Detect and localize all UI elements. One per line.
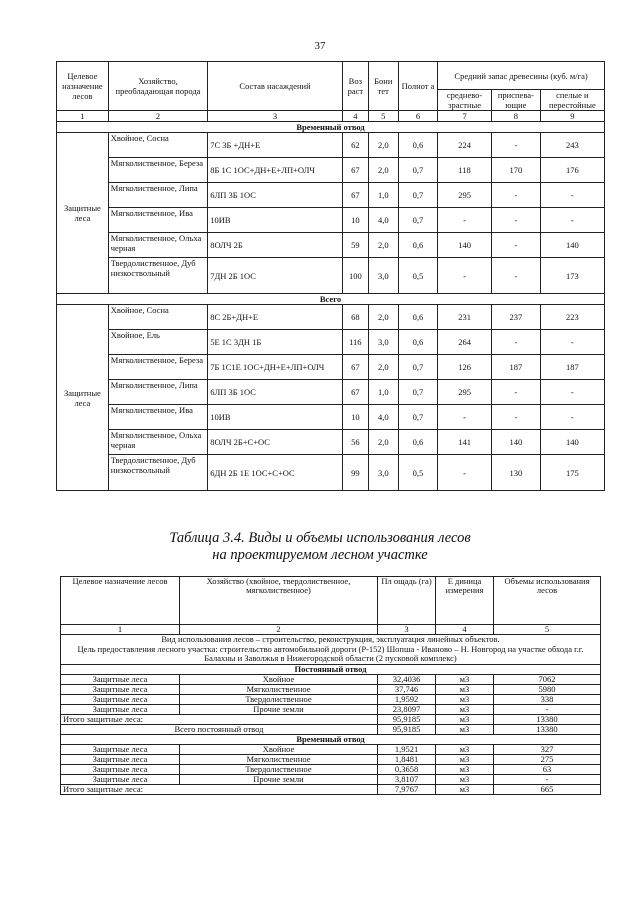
section-title: Временный отвод — [61, 735, 601, 745]
area-cell: 23,8097 — [378, 705, 436, 715]
bonitet-cell: 3,0 — [368, 258, 398, 294]
stock-near-cell: - — [492, 258, 541, 294]
farm-cell: Прочие земли — [180, 775, 378, 785]
area-cell: 1,9521 — [378, 745, 436, 755]
table-row — [57, 380, 605, 405]
volume-cell: 275 — [494, 755, 601, 765]
table-row — [57, 133, 605, 158]
volume-cell: 13380 — [494, 715, 601, 725]
stock-near-cell: - — [492, 133, 541, 158]
farm-cell: Хвойное — [180, 745, 378, 755]
stock-mid-cell: 118 — [438, 158, 492, 183]
age-cell: 56 — [342, 430, 368, 455]
area-cell: 1,8481 — [378, 755, 436, 765]
bonitet-cell: 1,0 — [368, 380, 398, 405]
density-cell: 0,7 — [398, 158, 437, 183]
unit-cell: м3 — [436, 765, 494, 775]
composition-cell: 6ДН 2Б 1Е 1ОС+С+ОС — [208, 455, 343, 491]
density-cell: 0,5 — [398, 455, 437, 491]
farm-cell: Мягколиственное, Липа — [108, 183, 207, 208]
total-label: Итого защитные леса: — [61, 715, 378, 725]
volume-cell: 5980 — [494, 685, 601, 695]
stock-near-cell: 187 — [492, 355, 541, 380]
stock-mid-cell: 126 — [438, 355, 492, 380]
density-cell: 0,6 — [398, 133, 437, 158]
header-stock-mid: среднево-зрастные — [438, 90, 492, 111]
stock-ripe-cell: - — [540, 183, 604, 208]
table-row — [57, 355, 605, 380]
header-density: Полнот а — [398, 62, 437, 111]
table-row — [61, 675, 601, 685]
section-title: Временный отвод — [57, 122, 605, 133]
info-row — [61, 645, 601, 665]
farm-cell: Хвойное — [180, 675, 378, 685]
farm-cell: Хвойное, Сосна — [108, 133, 207, 158]
column-number: 1 — [61, 625, 180, 635]
info-row — [61, 635, 601, 645]
area-cell: 1,9592 — [378, 695, 436, 705]
farm-cell: Мягколиственное — [180, 755, 378, 765]
composition-cell: 7С 3Б +ДН+Е — [208, 133, 343, 158]
stock-mid-cell: 224 — [438, 133, 492, 158]
stock-ripe-cell: 173 — [540, 258, 604, 294]
bonitet-cell: 2,0 — [368, 233, 398, 258]
unit-cell: м3 — [436, 705, 494, 715]
bonitet-cell: 2,0 — [368, 430, 398, 455]
density-cell: 0,6 — [398, 233, 437, 258]
table-row — [57, 183, 605, 208]
column-number: 2 — [180, 625, 378, 635]
bonitet-cell: 2,0 — [368, 133, 398, 158]
volume-cell: 13380 — [494, 725, 601, 735]
farm-cell: Прочие земли — [180, 705, 378, 715]
density-cell: 0,7 — [398, 405, 437, 430]
density-cell: 0,7 — [398, 380, 437, 405]
farm-cell: Мягколиственное, Ольха черная — [108, 233, 207, 258]
total-row — [61, 715, 601, 725]
volume-cell: - — [494, 775, 601, 785]
column-number: 7 — [438, 111, 492, 122]
header-unit: Е диница измерения — [436, 577, 494, 625]
section-title-row — [57, 122, 605, 133]
column-number: 6 — [398, 111, 437, 122]
header-farm: Хозяйство, преобладающая порода — [108, 62, 207, 111]
stock-ripe-cell: - — [540, 208, 604, 233]
table-row — [61, 695, 601, 705]
stock-mid-cell: 264 — [438, 330, 492, 355]
stock-ripe-cell: 140 — [540, 430, 604, 455]
table-row — [57, 430, 605, 455]
composition-cell: 8С 2Б+ДН+Е — [208, 305, 343, 330]
header-stock: Средний запас древесины (куб. м/га) — [438, 62, 605, 90]
composition-cell: 8Б 1С 1ОС+ДН+Е+ЛП+ОЛЧ — [208, 158, 343, 183]
stock-ripe-cell: 176 — [540, 158, 604, 183]
farm-cell: Мягколиственное, Липа — [108, 380, 207, 405]
column-number: 1 — [57, 111, 109, 122]
stock-mid-cell: - — [438, 208, 492, 233]
stock-mid-cell: - — [438, 258, 492, 294]
stock-ripe-cell: 187 — [540, 355, 604, 380]
column-number: 2 — [108, 111, 207, 122]
area-cell: 0,3658 — [378, 765, 436, 775]
total-row — [61, 725, 601, 735]
farm-cell: Твердолиственное, Дуб низкоствольный — [108, 258, 207, 294]
unit-cell: м3 — [436, 755, 494, 765]
stock-near-cell: 130 — [492, 455, 541, 491]
stock-ripe-cell: - — [540, 330, 604, 355]
purpose-cell: Защитные леса — [61, 755, 180, 765]
farm-cell: Мягколиственное, Ольха черная — [108, 430, 207, 455]
stock-near-cell: - — [492, 183, 541, 208]
forest-use-table — [60, 576, 601, 795]
composition-cell: 10ИВ — [208, 208, 343, 233]
unit-cell: м3 — [436, 785, 494, 795]
unit-cell: м3 — [436, 725, 494, 735]
bonitet-cell: 2,0 — [368, 158, 398, 183]
section-title-row — [61, 735, 601, 745]
purpose-cell: Защитные леса — [57, 133, 109, 294]
unit-cell: м3 — [436, 695, 494, 705]
volume-cell: 63 — [494, 765, 601, 775]
table-row — [57, 455, 605, 491]
age-cell: 116 — [342, 330, 368, 355]
age-cell: 62 — [342, 133, 368, 158]
table-row — [61, 775, 601, 785]
farm-cell: Мягколиственное, Ива — [108, 405, 207, 430]
stock-mid-cell: - — [438, 405, 492, 430]
bonitet-cell: 4,0 — [368, 208, 398, 233]
bonitet-cell: 3,0 — [368, 330, 398, 355]
volume-cell: - — [494, 705, 601, 715]
area-cell: 3,8107 — [378, 775, 436, 785]
table-row — [57, 258, 605, 294]
stock-ripe-cell: 140 — [540, 233, 604, 258]
stock-near-cell: 140 — [492, 430, 541, 455]
section-title-row — [61, 665, 601, 675]
purpose-cell: Защитные леса — [61, 695, 180, 705]
unit-cell: м3 — [436, 675, 494, 685]
page-number: 37 — [314, 40, 326, 52]
bonitet-cell: 4,0 — [368, 405, 398, 430]
purpose-cell: Защитные леса — [61, 775, 180, 785]
stock-near-cell: 237 — [492, 305, 541, 330]
table-row — [57, 330, 605, 355]
stock-near-cell: - — [492, 405, 541, 430]
use-type-info: Вид использования лесов – строительство, реконструкция, эксплуатация линейных объектов. — [61, 635, 601, 645]
header-stock-ripe: спелые и перестойные — [540, 90, 604, 111]
unit-cell: м3 — [436, 685, 494, 695]
composition-cell: 6ЛП 3Б 1ОС — [208, 380, 343, 405]
table-caption-line1: Таблица 3.4. Виды и объемы использования лесов — [169, 530, 471, 546]
stock-mid-cell: 231 — [438, 305, 492, 330]
column-number: 8 — [492, 111, 541, 122]
header-composition: Состав насаждений — [208, 62, 343, 111]
column-numbers-row — [61, 625, 601, 635]
age-cell: 100 — [342, 258, 368, 294]
unit-cell: м3 — [436, 715, 494, 725]
age-cell: 10 — [342, 405, 368, 430]
table-row — [57, 305, 605, 330]
farm-cell: Хвойное, Сосна — [108, 305, 207, 330]
area-cell: 7,9767 — [378, 785, 436, 795]
density-cell: 0,6 — [398, 330, 437, 355]
purpose-cell: Защитные леса — [61, 675, 180, 685]
purpose-cell: Защитные леса — [61, 765, 180, 775]
header-purpose: Целевое назначение лесов — [57, 62, 109, 111]
stock-near-cell: - — [492, 330, 541, 355]
stock-ripe-cell: 223 — [540, 305, 604, 330]
total-label: Итого защитные леса: — [61, 785, 378, 795]
farm-cell: Мягколиственное — [180, 685, 378, 695]
stock-ripe-cell: 243 — [540, 133, 604, 158]
volume-cell: 7062 — [494, 675, 601, 685]
section-title: Всего — [57, 294, 605, 305]
area-cell: 95,9185 — [378, 725, 436, 735]
area-cell: 37,746 — [378, 685, 436, 695]
total-label: Всего постоянный отвод — [61, 725, 378, 735]
stock-mid-cell: 141 — [438, 430, 492, 455]
composition-cell: 7ДН 2Б 1ОС — [208, 258, 343, 294]
composition-cell: 6ЛП 3Б 1ОС — [208, 183, 343, 208]
table-row — [61, 765, 601, 775]
unit-cell: м3 — [436, 745, 494, 755]
farm-cell: Мягколиственное, Береза — [108, 158, 207, 183]
table-caption-line2: на проектируемом лесном участке — [212, 547, 428, 563]
table-row — [57, 233, 605, 258]
density-cell: 0,7 — [398, 183, 437, 208]
table-row — [61, 745, 601, 755]
density-cell: 0,7 — [398, 355, 437, 380]
composition-cell: 8ОЛЧ 2Б — [208, 233, 343, 258]
purpose-cell: Защитные леса — [61, 685, 180, 695]
header-farm: Хозяйство (хвойное, твердолиственное, мягколиственное) — [180, 577, 378, 625]
density-cell: 0,5 — [398, 258, 437, 294]
column-number: 5 — [368, 111, 398, 122]
composition-cell: 10ИВ — [208, 405, 343, 430]
column-number: 3 — [208, 111, 343, 122]
stock-ripe-cell: - — [540, 380, 604, 405]
age-cell: 67 — [342, 380, 368, 405]
header-age: Воз раст — [342, 62, 368, 111]
use-purpose-info: Цель предоставления лесного участка: строительство автомобильной дороги (Р-152) Шопша - Иваново – Н. Новгород на участке обхода г.г. Балахны и Заволжья в Нижегородской области (2 пусковой комплекс) — [61, 645, 601, 665]
bonitet-cell: 3,0 — [368, 455, 398, 491]
purpose-cell: Защитные леса — [61, 745, 180, 755]
purpose-cell: Защитные леса — [61, 705, 180, 715]
farm-cell: Твердолиственное — [180, 695, 378, 705]
header-area: Пл ощадь (га) — [378, 577, 436, 625]
stock-mid-cell: - — [438, 455, 492, 491]
volume-cell: 338 — [494, 695, 601, 705]
table-row — [57, 405, 605, 430]
age-cell: 10 — [342, 208, 368, 233]
bonitet-cell: 2,0 — [368, 355, 398, 380]
volume-cell: 665 — [494, 785, 601, 795]
composition-cell: 8ОЛЧ 2Б+С+ОС — [208, 430, 343, 455]
stock-mid-cell: 140 — [438, 233, 492, 258]
farm-cell: Мягколиственное, Береза — [108, 355, 207, 380]
stock-mid-cell: 295 — [438, 380, 492, 405]
table-row — [57, 208, 605, 233]
section-title-row — [57, 294, 605, 305]
column-number: 4 — [436, 625, 494, 635]
header-purpose: Целевое назначение лесов — [61, 577, 180, 625]
density-cell: 0,7 — [398, 208, 437, 233]
stock-near-cell: - — [492, 208, 541, 233]
table-row — [61, 685, 601, 695]
stock-mid-cell: 295 — [438, 183, 492, 208]
column-number: 3 — [378, 625, 436, 635]
farm-cell: Мягколиственное, Ива — [108, 208, 207, 233]
area-cell: 95,9185 — [378, 715, 436, 725]
age-cell: 67 — [342, 183, 368, 208]
stock-near-cell: 170 — [492, 158, 541, 183]
stock-near-cell: - — [492, 233, 541, 258]
age-cell: 67 — [342, 158, 368, 183]
area-cell: 32,4036 — [378, 675, 436, 685]
purpose-cell: Защитные леса — [57, 305, 109, 491]
header-volume: Объемы использования лесов — [494, 577, 601, 625]
density-cell: 0,6 — [398, 305, 437, 330]
table-row — [61, 755, 601, 765]
forest-stand-table — [56, 61, 605, 491]
composition-cell: 7Б 1С1Е 1ОС+ДН+Е+ЛП+ОЛЧ — [208, 355, 343, 380]
table-row — [57, 158, 605, 183]
column-number: 5 — [494, 625, 601, 635]
stock-ripe-cell: - — [540, 405, 604, 430]
section-title: Постоянный отвод — [61, 665, 601, 675]
farm-cell: Твердолиственное, Дуб низкоствольный — [108, 455, 207, 491]
table-row — [61, 705, 601, 715]
unit-cell: м3 — [436, 775, 494, 785]
farm-cell: Хвойное, Ель — [108, 330, 207, 355]
stock-ripe-cell: 175 — [540, 455, 604, 491]
column-number: 9 — [540, 111, 604, 122]
column-number: 4 — [342, 111, 368, 122]
bonitet-cell: 1,0 — [368, 183, 398, 208]
volume-cell: 327 — [494, 745, 601, 755]
column-numbers-row — [57, 111, 605, 122]
stock-near-cell: - — [492, 380, 541, 405]
composition-cell: 5Е 1С 3ДН 1Б — [208, 330, 343, 355]
age-cell: 59 — [342, 233, 368, 258]
age-cell: 99 — [342, 455, 368, 491]
farm-cell: Твердолиственное — [180, 765, 378, 775]
age-cell: 67 — [342, 355, 368, 380]
bonitet-cell: 2,0 — [368, 305, 398, 330]
header-stock-near: приспева-ющие — [492, 90, 541, 111]
total-row — [61, 785, 601, 795]
age-cell: 68 — [342, 305, 368, 330]
header-bonitet: Бони тет — [368, 62, 398, 111]
density-cell: 0,6 — [398, 430, 437, 455]
